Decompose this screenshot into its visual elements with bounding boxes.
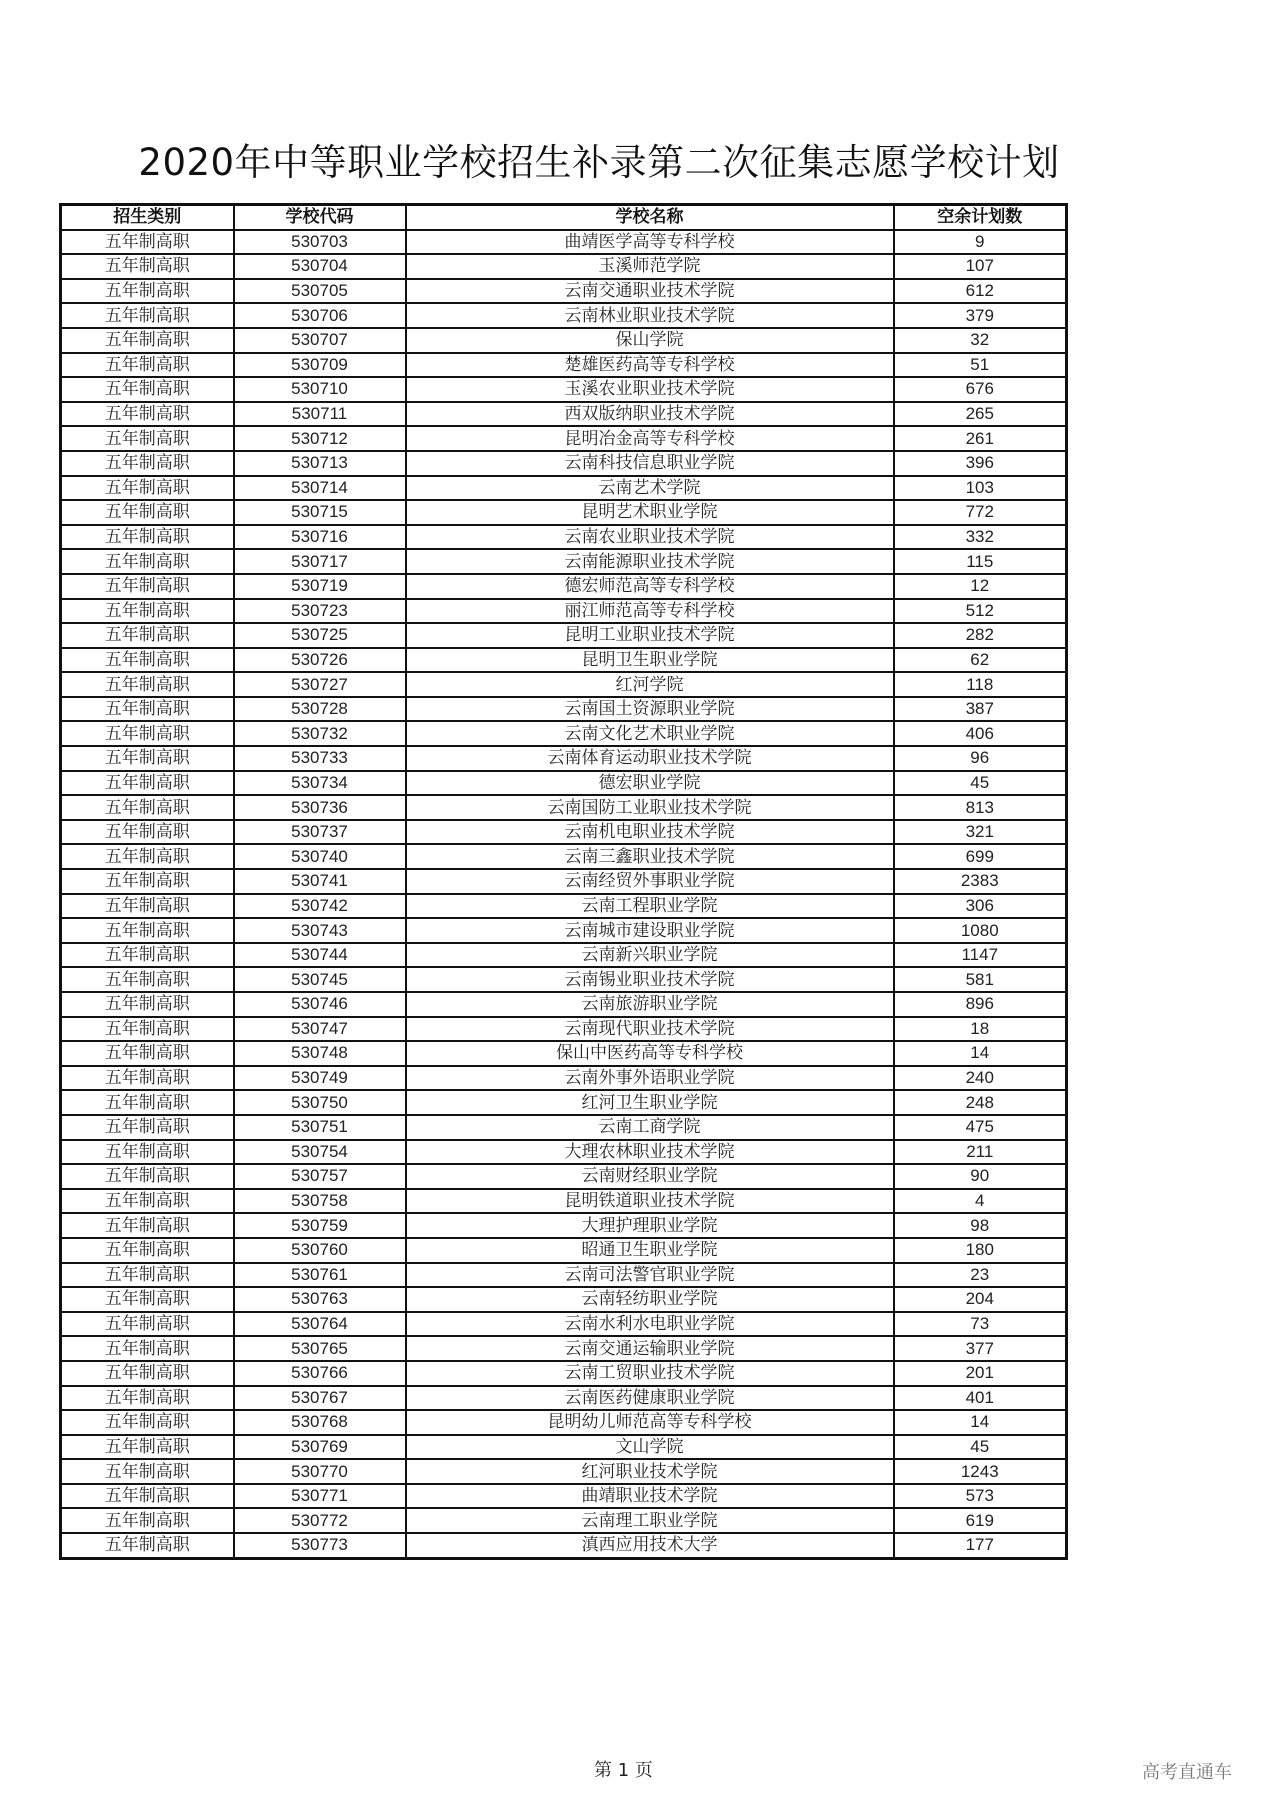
cell-remaining-quota: 1243	[894, 1459, 1067, 1484]
cell-remaining-quota: 177	[894, 1533, 1067, 1558]
table-row	[61, 746, 1067, 771]
cell-school-name: 云南理工职业学院	[406, 1508, 894, 1533]
cell-category: 五年制高职	[61, 1115, 234, 1140]
cell-school-code: 530703	[234, 230, 406, 255]
cell-school-name: 红河学院	[406, 672, 894, 697]
table-row	[61, 844, 1067, 869]
cell-school-code: 530706	[234, 303, 406, 328]
cell-category: 五年制高职	[61, 1017, 234, 1042]
cell-school-name: 云南交通运输职业学院	[406, 1336, 894, 1361]
cell-school-name: 云南林业职业技术学院	[406, 303, 894, 328]
cell-remaining-quota: 240	[894, 1066, 1067, 1091]
cell-school-code: 530707	[234, 328, 406, 353]
cell-school-name: 云南锡业职业技术学院	[406, 967, 894, 992]
table-row	[61, 451, 1067, 476]
cell-remaining-quota: 12	[894, 574, 1067, 599]
cell-category: 五年制高职	[61, 599, 234, 624]
cell-category: 五年制高职	[61, 451, 234, 476]
cell-remaining-quota: 248	[894, 1090, 1067, 1115]
cell-school-name: 大理护理职业学院	[406, 1213, 894, 1238]
table-row	[61, 1041, 1067, 1066]
cell-school-code: 530765	[234, 1336, 406, 1361]
cell-school-name: 昭通卫生职业学院	[406, 1238, 894, 1263]
cell-category: 五年制高职	[61, 918, 234, 943]
cell-school-name: 云南工商学院	[406, 1115, 894, 1140]
cell-school-code: 530757	[234, 1164, 406, 1189]
cell-school-name: 云南司法警官职业学院	[406, 1263, 894, 1288]
table-row	[61, 721, 1067, 746]
cell-category: 五年制高职	[61, 1484, 234, 1509]
table-row	[61, 1435, 1067, 1460]
cell-category: 五年制高职	[61, 820, 234, 845]
table-row	[61, 795, 1067, 820]
cell-remaining-quota: 201	[894, 1361, 1067, 1386]
cell-school-code: 530716	[234, 525, 406, 550]
header-category: 招生类别	[61, 205, 234, 230]
table-body	[61, 230, 1067, 1559]
page-number: 第 1 页	[594, 1760, 653, 1781]
cell-category: 五年制高职	[61, 1066, 234, 1091]
cell-school-code: 530719	[234, 574, 406, 599]
cell-remaining-quota: 14	[894, 1041, 1067, 1066]
cell-category: 五年制高职	[61, 1508, 234, 1533]
cell-school-name: 保山学院	[406, 328, 894, 353]
cell-category: 五年制高职	[61, 1435, 234, 1460]
cell-category: 五年制高职	[61, 230, 234, 255]
cell-category: 五年制高职	[61, 697, 234, 722]
cell-remaining-quota: 73	[894, 1312, 1067, 1337]
cell-remaining-quota: 1080	[894, 918, 1067, 943]
cell-school-code: 530772	[234, 1508, 406, 1533]
header-school-name: 学校名称	[406, 205, 894, 230]
cell-school-code: 530715	[234, 500, 406, 525]
cell-category: 五年制高职	[61, 328, 234, 353]
cell-category: 五年制高职	[61, 525, 234, 550]
cell-remaining-quota: 396	[894, 451, 1067, 476]
cell-school-name: 云南交通职业技术学院	[406, 279, 894, 304]
cell-category: 五年制高职	[61, 992, 234, 1017]
table-row	[61, 1213, 1067, 1238]
cell-school-name: 云南农业职业技术学院	[406, 525, 894, 550]
cell-remaining-quota: 45	[894, 771, 1067, 796]
table-row	[61, 1017, 1067, 1042]
cell-school-name: 云南轻纺职业学院	[406, 1287, 894, 1312]
cell-school-code: 530742	[234, 894, 406, 919]
table-row	[61, 377, 1067, 402]
cell-school-name: 云南工贸职业技术学院	[406, 1361, 894, 1386]
table-row	[61, 1361, 1067, 1386]
cell-remaining-quota: 98	[894, 1213, 1067, 1238]
cell-remaining-quota: 406	[894, 721, 1067, 746]
cell-remaining-quota: 180	[894, 1238, 1067, 1263]
cell-school-code: 530747	[234, 1017, 406, 1042]
cell-category: 五年制高职	[61, 1238, 234, 1263]
table-row	[61, 697, 1067, 722]
cell-category: 五年制高职	[61, 1386, 234, 1411]
table-row	[61, 574, 1067, 599]
cell-school-code: 530732	[234, 721, 406, 746]
cell-school-name: 昆明铁道职业技术学院	[406, 1189, 894, 1214]
cell-remaining-quota: 211	[894, 1140, 1067, 1165]
cell-school-name: 大理农林职业技术学院	[406, 1140, 894, 1165]
cell-school-name: 云南新兴职业学院	[406, 943, 894, 968]
table-row	[61, 402, 1067, 427]
cell-school-code: 530725	[234, 623, 406, 648]
cell-school-code: 530727	[234, 672, 406, 697]
cell-remaining-quota: 282	[894, 623, 1067, 648]
cell-category: 五年制高职	[61, 623, 234, 648]
cell-school-name: 曲靖职业技术学院	[406, 1484, 894, 1509]
cell-category: 五年制高职	[61, 648, 234, 673]
table-row	[61, 1386, 1067, 1411]
cell-school-name: 云南体育运动职业技术学院	[406, 746, 894, 771]
cell-category: 五年制高职	[61, 1361, 234, 1386]
table-row	[61, 1533, 1067, 1558]
cell-category: 五年制高职	[61, 672, 234, 697]
cell-category: 五年制高职	[61, 771, 234, 796]
cell-category: 五年制高职	[61, 894, 234, 919]
cell-remaining-quota: 772	[894, 500, 1067, 525]
cell-remaining-quota: 96	[894, 746, 1067, 771]
cell-category: 五年制高职	[61, 1287, 234, 1312]
cell-remaining-quota: 581	[894, 967, 1067, 992]
cell-school-name: 云南外事外语职业学院	[406, 1066, 894, 1091]
cell-category: 五年制高职	[61, 426, 234, 451]
cell-school-code: 530758	[234, 1189, 406, 1214]
cell-school-code: 530766	[234, 1361, 406, 1386]
table-row	[61, 943, 1067, 968]
table-row	[61, 1459, 1067, 1484]
table-row	[61, 426, 1067, 451]
cell-category: 五年制高职	[61, 1189, 234, 1214]
cell-school-name: 楚雄医药高等专科学校	[406, 353, 894, 378]
cell-school-name: 云南艺术学院	[406, 476, 894, 501]
table-row	[61, 1066, 1067, 1091]
cell-remaining-quota: 4	[894, 1189, 1067, 1214]
cell-remaining-quota: 306	[894, 894, 1067, 919]
document-title: 2020年中等职业学校招生补录第二次征集志愿学校计划	[138, 141, 1060, 184]
cell-remaining-quota: 813	[894, 795, 1067, 820]
cell-remaining-quota: 377	[894, 1336, 1067, 1361]
cell-school-code: 530712	[234, 426, 406, 451]
cell-school-code: 530737	[234, 820, 406, 845]
cell-school-name: 云南国防工业职业技术学院	[406, 795, 894, 820]
cell-remaining-quota: 103	[894, 476, 1067, 501]
table-row	[61, 1238, 1067, 1263]
cell-remaining-quota: 118	[894, 672, 1067, 697]
cell-school-name: 昆明工业职业技术学院	[406, 623, 894, 648]
cell-school-code: 530709	[234, 353, 406, 378]
cell-remaining-quota: 619	[894, 1508, 1067, 1533]
cell-category: 五年制高职	[61, 795, 234, 820]
cell-category: 五年制高职	[61, 1041, 234, 1066]
cell-category: 五年制高职	[61, 967, 234, 992]
cell-school-name: 昆明卫生职业学院	[406, 648, 894, 673]
cell-category: 五年制高职	[61, 869, 234, 894]
cell-remaining-quota: 676	[894, 377, 1067, 402]
cell-remaining-quota: 896	[894, 992, 1067, 1017]
cell-school-name: 红河卫生职业学院	[406, 1090, 894, 1115]
table-row	[61, 672, 1067, 697]
cell-school-name: 德宏师范高等专科学校	[406, 574, 894, 599]
cell-school-code: 530733	[234, 746, 406, 771]
cell-remaining-quota: 32	[894, 328, 1067, 353]
cell-school-name: 云南财经职业学院	[406, 1164, 894, 1189]
cell-school-code: 530769	[234, 1435, 406, 1460]
cell-category: 五年制高职	[61, 1213, 234, 1238]
cell-school-code: 530773	[234, 1533, 406, 1558]
table-row	[61, 1140, 1067, 1165]
cell-category: 五年制高职	[61, 1164, 234, 1189]
table-row	[61, 869, 1067, 894]
cell-school-name: 云南能源职业技术学院	[406, 549, 894, 574]
cell-remaining-quota: 9	[894, 230, 1067, 255]
cell-remaining-quota: 90	[894, 1164, 1067, 1189]
cell-school-name: 昆明幼儿师范高等专科学校	[406, 1410, 894, 1435]
cell-school-code: 530734	[234, 771, 406, 796]
table-row	[61, 1410, 1067, 1435]
cell-school-name: 云南机电职业技术学院	[406, 820, 894, 845]
table-row	[61, 918, 1067, 943]
cell-remaining-quota: 107	[894, 254, 1067, 279]
cell-category: 五年制高职	[61, 746, 234, 771]
table-row	[61, 894, 1067, 919]
cell-category: 五年制高职	[61, 1459, 234, 1484]
cell-category: 五年制高职	[61, 1090, 234, 1115]
table-header-row	[61, 205, 1067, 230]
cell-school-name: 云南文化艺术职业学院	[406, 721, 894, 746]
cell-category: 五年制高职	[61, 353, 234, 378]
cell-remaining-quota: 18	[894, 1017, 1067, 1042]
cell-school-code: 530768	[234, 1410, 406, 1435]
cell-school-name: 玉溪农业职业技术学院	[406, 377, 894, 402]
cell-category: 五年制高职	[61, 402, 234, 427]
cell-school-name: 云南三鑫职业技术学院	[406, 844, 894, 869]
cell-category: 五年制高职	[61, 1312, 234, 1337]
cell-school-code: 530754	[234, 1140, 406, 1165]
cell-school-code: 530704	[234, 254, 406, 279]
cell-school-name: 德宏职业学院	[406, 771, 894, 796]
table-row	[61, 549, 1067, 574]
cell-category: 五年制高职	[61, 377, 234, 402]
cell-remaining-quota: 321	[894, 820, 1067, 845]
cell-school-code: 530740	[234, 844, 406, 869]
cell-school-code: 530743	[234, 918, 406, 943]
cell-school-code: 530764	[234, 1312, 406, 1337]
cell-school-name: 云南水利水电职业学院	[406, 1312, 894, 1337]
table-row	[61, 254, 1067, 279]
cell-school-code: 530750	[234, 1090, 406, 1115]
cell-school-code: 530760	[234, 1238, 406, 1263]
cell-school-code: 530741	[234, 869, 406, 894]
cell-school-code: 530705	[234, 279, 406, 304]
cell-category: 五年制高职	[61, 1533, 234, 1558]
cell-category: 五年制高职	[61, 1336, 234, 1361]
cell-school-code: 530749	[234, 1066, 406, 1091]
cell-remaining-quota: 115	[894, 549, 1067, 574]
cell-remaining-quota: 387	[894, 697, 1067, 722]
table-row	[61, 500, 1067, 525]
table-row	[61, 279, 1067, 304]
cell-remaining-quota: 2383	[894, 869, 1067, 894]
cell-school-name: 云南旅游职业学院	[406, 992, 894, 1017]
table-row	[61, 771, 1067, 796]
cell-school-name: 曲靖医学高等专科学校	[406, 230, 894, 255]
header-remaining-quota: 空余计划数	[894, 205, 1067, 230]
cell-school-code: 530761	[234, 1263, 406, 1288]
cell-school-code: 530748	[234, 1041, 406, 1066]
cell-school-code: 530717	[234, 549, 406, 574]
cell-category: 五年制高职	[61, 1263, 234, 1288]
cell-school-code: 530728	[234, 697, 406, 722]
cell-school-code: 530746	[234, 992, 406, 1017]
cell-school-code: 530770	[234, 1459, 406, 1484]
table-row	[61, 1263, 1067, 1288]
table-row	[61, 599, 1067, 624]
cell-remaining-quota: 62	[894, 648, 1067, 673]
table-row	[61, 1287, 1067, 1312]
table-row	[61, 1508, 1067, 1533]
cell-remaining-quota: 699	[894, 844, 1067, 869]
cell-remaining-quota: 475	[894, 1115, 1067, 1140]
cell-category: 五年制高职	[61, 721, 234, 746]
cell-school-code: 530726	[234, 648, 406, 673]
header-school-code: 学校代码	[234, 205, 406, 230]
cell-remaining-quota: 45	[894, 1435, 1067, 1460]
cell-category: 五年制高职	[61, 476, 234, 501]
cell-category: 五年制高职	[61, 943, 234, 968]
cell-remaining-quota: 512	[894, 599, 1067, 624]
cell-school-name: 昆明艺术职业学院	[406, 500, 894, 525]
cell-remaining-quota: 401	[894, 1386, 1067, 1411]
table-row	[61, 648, 1067, 673]
cell-school-code: 530736	[234, 795, 406, 820]
cell-school-code: 530745	[234, 967, 406, 992]
cell-school-name: 云南医药健康职业学院	[406, 1386, 894, 1411]
cell-school-name: 滇西应用技术大学	[406, 1533, 894, 1558]
table-row	[61, 1189, 1067, 1214]
watermark: 高考直通车	[1142, 1762, 1232, 1783]
cell-remaining-quota: 261	[894, 426, 1067, 451]
cell-remaining-quota: 23	[894, 1263, 1067, 1288]
plan-table	[59, 203, 1068, 1560]
cell-category: 五年制高职	[61, 574, 234, 599]
cell-remaining-quota: 265	[894, 402, 1067, 427]
cell-category: 五年制高职	[61, 549, 234, 574]
cell-category: 五年制高职	[61, 279, 234, 304]
table-row	[61, 967, 1067, 992]
cell-category: 五年制高职	[61, 254, 234, 279]
cell-school-name: 云南工程职业学院	[406, 894, 894, 919]
cell-school-name: 云南经贸外事职业学院	[406, 869, 894, 894]
cell-remaining-quota: 51	[894, 353, 1067, 378]
cell-remaining-quota: 379	[894, 303, 1067, 328]
table-row	[61, 623, 1067, 648]
table-row	[61, 230, 1067, 255]
cell-school-name: 昆明冶金高等专科学校	[406, 426, 894, 451]
cell-school-code: 530713	[234, 451, 406, 476]
cell-school-code: 530714	[234, 476, 406, 501]
table-row	[61, 353, 1067, 378]
cell-remaining-quota: 332	[894, 525, 1067, 550]
cell-school-name: 文山学院	[406, 1435, 894, 1460]
cell-school-code: 530771	[234, 1484, 406, 1509]
table-row	[61, 992, 1067, 1017]
table-row	[61, 1090, 1067, 1115]
table-row	[61, 476, 1067, 501]
cell-school-name: 西双版纳职业技术学院	[406, 402, 894, 427]
cell-school-name: 保山中医药高等专科学校	[406, 1041, 894, 1066]
cell-category: 五年制高职	[61, 844, 234, 869]
cell-school-code: 530723	[234, 599, 406, 624]
cell-remaining-quota: 612	[894, 279, 1067, 304]
table-row	[61, 525, 1067, 550]
cell-school-name: 玉溪师范学院	[406, 254, 894, 279]
cell-school-code: 530767	[234, 1386, 406, 1411]
cell-category: 五年制高职	[61, 303, 234, 328]
cell-school-name: 云南科技信息职业学院	[406, 451, 894, 476]
cell-school-name: 红河职业技术学院	[406, 1459, 894, 1484]
table-row	[61, 328, 1067, 353]
table-row	[61, 1484, 1067, 1509]
table-row	[61, 820, 1067, 845]
cell-school-name: 云南城市建设职业学院	[406, 918, 894, 943]
cell-school-code: 530744	[234, 943, 406, 968]
cell-school-name: 云南现代职业技术学院	[406, 1017, 894, 1042]
cell-remaining-quota: 14	[894, 1410, 1067, 1435]
cell-category: 五年制高职	[61, 1140, 234, 1165]
table-row	[61, 1336, 1067, 1361]
cell-school-code: 530710	[234, 377, 406, 402]
table-row	[61, 303, 1067, 328]
cell-category: 五年制高职	[61, 1410, 234, 1435]
cell-remaining-quota: 573	[894, 1484, 1067, 1509]
cell-school-code: 530711	[234, 402, 406, 427]
cell-school-name: 丽江师范高等专科学校	[406, 599, 894, 624]
cell-school-code: 530751	[234, 1115, 406, 1140]
cell-remaining-quota: 1147	[894, 943, 1067, 968]
cell-school-code: 530763	[234, 1287, 406, 1312]
cell-school-code: 530759	[234, 1213, 406, 1238]
table-row	[61, 1312, 1067, 1337]
cell-school-name: 云南国土资源职业学院	[406, 697, 894, 722]
table-row	[61, 1115, 1067, 1140]
table-row	[61, 1164, 1067, 1189]
cell-category: 五年制高职	[61, 500, 234, 525]
cell-remaining-quota: 204	[894, 1287, 1067, 1312]
